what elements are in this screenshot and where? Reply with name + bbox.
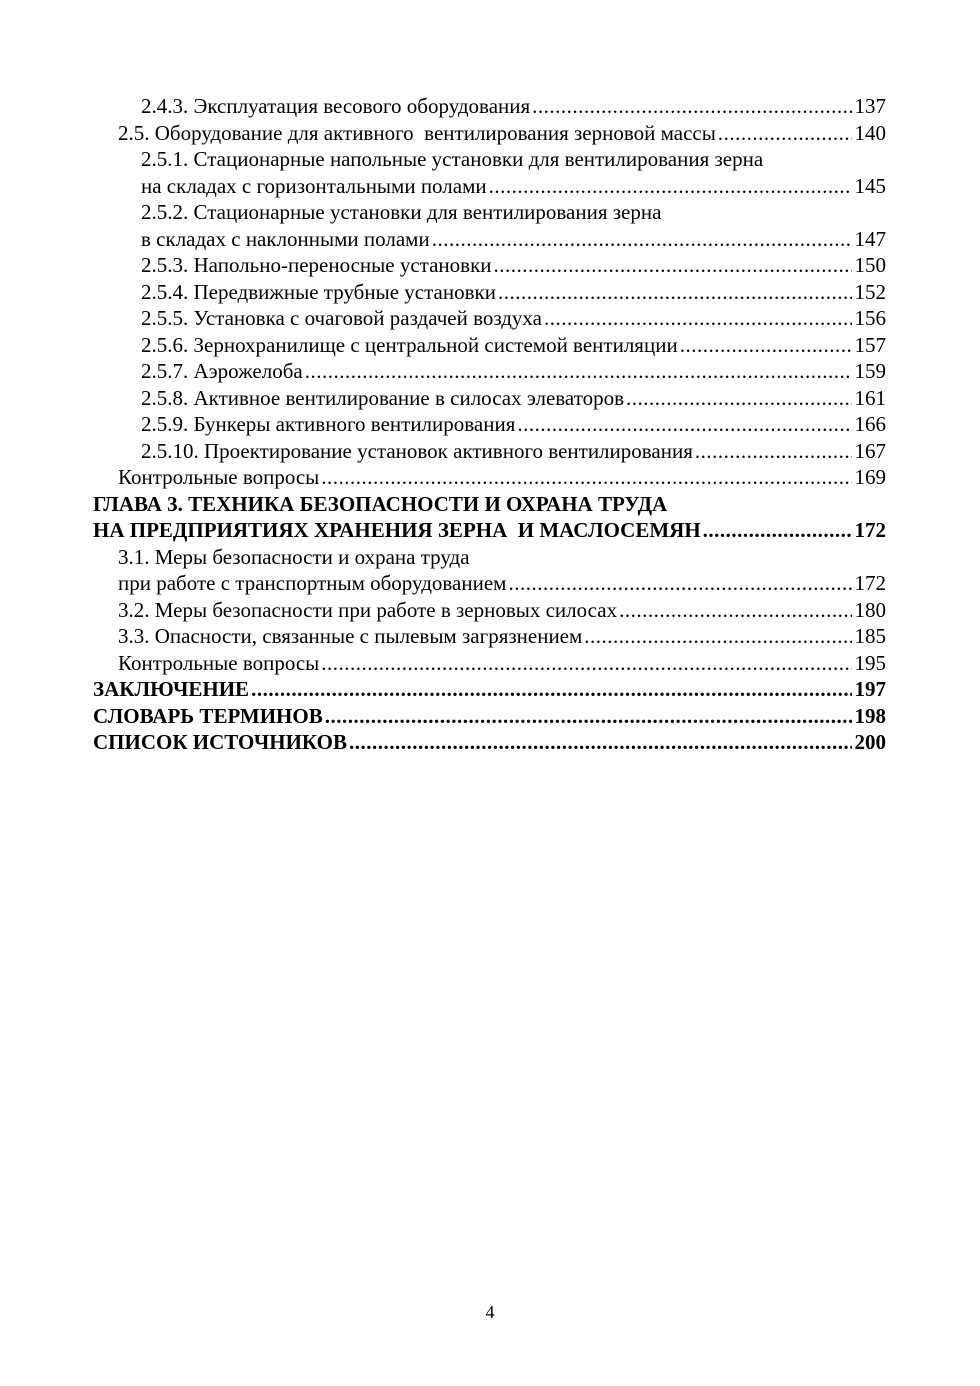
toc-entry (93, 305, 886, 332)
toc-entry-page: 185 (854, 624, 886, 648)
toc-leader (321, 464, 851, 491)
toc-section-heading (93, 703, 886, 730)
toc-entry-page: 169 (854, 465, 886, 489)
toc-entry-text: на складах с горизонтальными полами (141, 173, 487, 198)
toc-entry-text: 2.5.1. Стационарные напольные установки для вентилирования зерна (141, 147, 764, 171)
toc-leader (508, 570, 851, 597)
toc-entry-page: 200 (854, 730, 886, 754)
toc-entry-text: 3.2. Меры безопасности при работе в зерновых силосах (118, 597, 618, 622)
toc-entry-page: 156 (854, 306, 886, 330)
toc-entry (93, 173, 886, 200)
toc-entry (93, 226, 886, 253)
toc-entry-text: СПИСОК ИСТОЧНИКОВ (93, 730, 347, 754)
toc-leader (680, 332, 852, 359)
toc-entry (93, 597, 886, 624)
toc-entry (93, 332, 886, 359)
toc-entry-page: 150 (854, 253, 886, 277)
toc-entry-text: 3.3. Опасности, связанные с пылевым загрязнением (118, 624, 583, 648)
toc-chapter-heading (93, 517, 886, 544)
toc-leader (532, 93, 851, 120)
toc-section-heading (93, 729, 886, 756)
toc-leader (544, 305, 852, 332)
toc-entry-text: СЛОВАРЬ ТЕРМИНОВ (93, 703, 323, 728)
toc-leader (489, 173, 852, 200)
toc-entry (93, 385, 886, 412)
toc-entry-text: ЗАКЛЮЧЕНИЕ (93, 677, 250, 701)
toc-leader (349, 729, 852, 756)
toc-entry-page: 161 (854, 385, 886, 410)
toc-entry-text: 2.5.2. Стационарные установки для вентилирования зерна (141, 200, 662, 224)
toc-entry-page: 172 (854, 518, 886, 542)
toc-leader (325, 703, 852, 730)
page-number: 4 (485, 1302, 495, 1322)
toc-entry-text: 3.1. Меры безопасности и охрана труда (118, 544, 470, 569)
toc-entry-page: 197 (854, 677, 886, 701)
toc-entry-page: 195 (854, 650, 886, 675)
toc-entry (93, 279, 886, 306)
toc-leader (432, 226, 852, 253)
toc-entry-page: 137 (854, 94, 886, 118)
toc-leader (498, 279, 852, 306)
toc-entry-page: 172 (854, 571, 886, 595)
toc-entry-page: 147 (854, 226, 886, 251)
toc-leader (718, 120, 852, 147)
toc-entry-text: при работе с транспортным оборудованием (118, 571, 507, 595)
toc-entry-page: 157 (854, 332, 886, 357)
toc-entry (93, 570, 886, 597)
toc-entry-text: 2.5.7. Аэрожелоба (141, 359, 303, 383)
toc-entry-text: в складах с наклонными полами (141, 226, 430, 251)
table-of-contents (93, 93, 886, 756)
toc-entry-text: 2.5.6. Зернохранилище с центральной системой вентиляции (141, 332, 678, 357)
toc-entry-page: 198 (854, 703, 886, 728)
toc-entry-page: 159 (854, 359, 886, 383)
toc-entry-text: 2.5. Оборудование для активного вентилирования зерновой массы (118, 120, 716, 145)
toc-entry-page: 166 (854, 412, 886, 436)
toc-leader (703, 517, 852, 544)
toc-entry-text: 2.5.8. Активное вентилирование в силосах элеваторов (141, 385, 625, 410)
toc-entry (93, 464, 886, 491)
toc-entry (93, 252, 886, 279)
toc-leader (584, 623, 851, 650)
toc-entry-text: Контрольные вопросы (118, 465, 320, 489)
toc-entry-page: 180 (854, 597, 886, 622)
toc-entry-page: 152 (854, 279, 886, 304)
toc-entry (93, 358, 886, 385)
toc-leader (321, 650, 851, 677)
toc-entry (93, 623, 886, 650)
toc-leader (626, 385, 851, 412)
toc-section-heading (93, 676, 886, 703)
toc-entry-text: Контрольные вопросы (118, 650, 320, 675)
toc-entry (93, 438, 886, 465)
toc-entry (93, 411, 886, 438)
toc-entry-page: 167 (854, 438, 886, 463)
toc-entry (93, 199, 886, 226)
toc-leader (305, 358, 852, 385)
toc-leader (619, 597, 851, 624)
toc-leader (494, 252, 852, 279)
toc-chapter-heading (93, 491, 886, 518)
toc-entry (93, 544, 886, 571)
toc-entry-text: 2.5.4. Передвижные трубные установки (141, 279, 496, 304)
toc-leader (695, 438, 852, 465)
toc-entry-text: ГЛАВА 3. ТЕХНИКА БЕЗОПАСНОСТИ И ОХРАНА ТРУДА (93, 491, 668, 516)
toc-entry (93, 93, 886, 120)
toc-entry-text: 2.5.10. Проектирование установок активного вентилирования (141, 438, 693, 463)
toc-leader (517, 411, 851, 438)
toc-entry-text: 2.5.9. Бункеры активного вентилирования (141, 412, 516, 436)
toc-entry-page: 145 (854, 173, 886, 198)
toc-entry-text: 2.4.3. Эксплуатация весового оборудования (141, 94, 531, 118)
toc-entry-text: 2.5.3. Напольно-переносные установки (141, 253, 492, 277)
toc-entry-page: 140 (854, 120, 886, 145)
toc-entry-text: НА ПРЕДПРИЯТИЯХ ХРАНЕНИЯ ЗЕРНА И МАСЛОСЕМЯН (93, 518, 701, 542)
toc-entry (93, 650, 886, 677)
toc-entry (93, 146, 886, 173)
toc-entry-text: 2.5.5. Установка с очаговой раздачей воздуха (141, 306, 542, 330)
toc-entry (93, 120, 886, 147)
toc-leader (251, 676, 851, 703)
